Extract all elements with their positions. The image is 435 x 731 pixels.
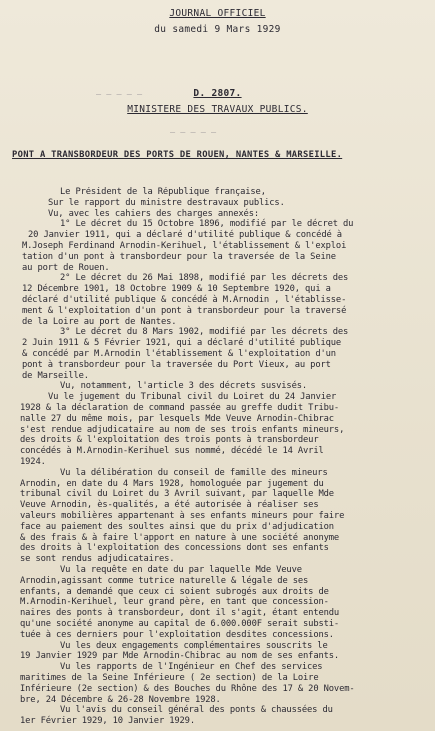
body-line: 1928 & la déclaration de command passée au greffe dudit Tribu- xyxy=(20,403,340,413)
body-line: qu'une société anonyme au capital de 6.000.000F serait substi- xyxy=(20,619,340,629)
body-line: Vu les rapports de l'Ingénieur en Chef des services xyxy=(60,662,323,673)
body-line: maritimes de la Seine Inférieure ( 2e section) de la Loire xyxy=(20,673,319,683)
ministry-heading: MINISTERE DES TRAVAUX PUBLICS. xyxy=(127,104,308,115)
body-line: pont à transbordeur pour la traversée du Port Vieux, au port xyxy=(22,359,331,370)
body-line: Le Président de la République française, xyxy=(60,187,266,197)
body-line: de la Loire au port de Nantes. xyxy=(22,316,177,327)
body-line: tation d'un pont à transbordeur pour la traversée de la Seine xyxy=(22,251,336,262)
body-line: ment & l'exploitation d'un pont à transbordeur pour la traversé xyxy=(22,305,347,316)
body-line: 20 Janvier 1911, qui a déclaré d'utilité publique & concédé à xyxy=(28,230,342,241)
body-line: 1924. xyxy=(20,457,46,467)
body-line: Vu, avec les cahiers des charges annexés: xyxy=(48,208,259,219)
body-line: tuée à ces derniers pour l'exploitation desdites concessions. xyxy=(20,629,334,640)
body-line: de Marseille. xyxy=(22,370,89,381)
body-line: & concédé par M.Arnodin l'établissement & l'exploitation d'un xyxy=(22,349,336,359)
body-line: Vu la requête en date du par laquelle Mde Veuve xyxy=(60,565,302,575)
body-line: enfants, a demandé que ceux ci soient subrogés aux droits de xyxy=(20,586,329,597)
body-line: Inférieure (2e section) & des Bouches du Rhône des 17 & 20 Novem- xyxy=(20,683,355,694)
body-line: 2° Le décret du 26 Mai 1898, modifié par les décrets des xyxy=(60,273,349,284)
journal-title: JOURNAL OFFICIEL xyxy=(169,8,266,19)
body-line: 12 Décembre 1901, 18 Octobre 1909 & 10 Septembre 1920, qui a xyxy=(22,284,331,295)
body-line: Vu le jugement du Tribunal civil du Loiret du 24 Janvier xyxy=(48,392,337,403)
body-line: Vu l'avis du conseil général des ponts & chaussées du xyxy=(60,705,333,716)
body-line: 1er Février 1929, 10 Janvier 1929. xyxy=(20,716,195,727)
body-line: Vu, notamment, l'article 3 des décrets susvisés. xyxy=(60,381,308,392)
body-line: 1° Le décret du 15 Octobre 1896, modifié par le décret du xyxy=(60,219,354,230)
body-line: s'est rendue adjudicataire au nom de ses trois enfants mineurs, xyxy=(20,424,345,435)
body-line: des droits & l'exploitation des trois ponts à transbordeur xyxy=(20,435,319,446)
struck-text: — — — — — xyxy=(170,128,217,138)
body-line: 2 Juin 1911 & 5 Février 1921, qui a déclaré d'utilité publique xyxy=(22,338,342,349)
body-line: concédés à M.Arnodin-Kerihuel sus nommé, décédé le 14 Avril xyxy=(20,446,324,457)
body-line: naires des ponts à transbordeur, dont il s'agit, étant entendu xyxy=(20,608,340,619)
body-line: des droits à l'exploitation des concessions dont ses enfants xyxy=(20,543,329,554)
body-line: Arnodin,agissant comme tutrice naturelle & légale de ses xyxy=(20,575,309,586)
decree-number: D. 2807. xyxy=(193,88,242,99)
decree-title: PONT A TRANSBORDEUR DES PORTS DE ROUEN, NANTES & MARSEILLE. xyxy=(12,150,343,160)
struck-text: — — — — — xyxy=(96,90,143,100)
body-line: bre, 24 Décembre & 26-28 Novembre 1928. xyxy=(20,694,221,705)
body-line: Veuve Arnodin, ès-qualités, a été autorisée à réaliser ses xyxy=(20,500,319,511)
body-line: M.Joseph Ferdinand Arnodin-Kerihuel, l'établissement & l'exploi xyxy=(22,241,347,251)
body-line: se sont rendus adjudicataires. xyxy=(20,554,175,565)
body-line: 19 Janvier 1929 par Mde Arnodin-Chibrac au nom de ses enfants. xyxy=(20,651,340,662)
body-line: face au paiement des soultes ainsi que du prix d'adjudication xyxy=(20,521,334,532)
body-line: tribunal civil du Loiret du 3 Avril suivant, par laquelle Mde xyxy=(20,489,334,500)
body-line: nalle 27 du même mois, par lesquels Mde Veuve Arnodin-Chibrac xyxy=(20,413,334,424)
body-line: valeurs mobilières appartenant à ses enfants mineurs pour faire xyxy=(20,511,345,521)
journal-date: du samedi 9 Mars 1929 xyxy=(154,24,281,35)
body-line: Arnodin, en date du 4 Mars 1928, homologuée par jugement du xyxy=(20,478,324,489)
body-line: Vu la délibération du conseil de famille des mineurs xyxy=(60,467,328,478)
body-line: au port de Rouen. xyxy=(22,262,110,273)
body-line: 3° Le décret du 8 Mars 1902, modifié par les décrets des xyxy=(60,327,349,338)
body-line: Vu les deux engagements complémentaires souscrits le xyxy=(60,640,328,651)
body-line: déclaré d'utilité publique & concédé à M.Arnodin , l'établisse- xyxy=(22,295,347,305)
body-line: M.Arnodin-Kerihuel, leur grand père, en tant que concession- xyxy=(20,597,329,608)
document-body xyxy=(0,187,435,731)
body-line: & des frais & à faire l'apport en nature à une société anonyme xyxy=(20,532,340,543)
body-line: Sur le rapport du ministre destravaux publics. xyxy=(48,197,285,208)
